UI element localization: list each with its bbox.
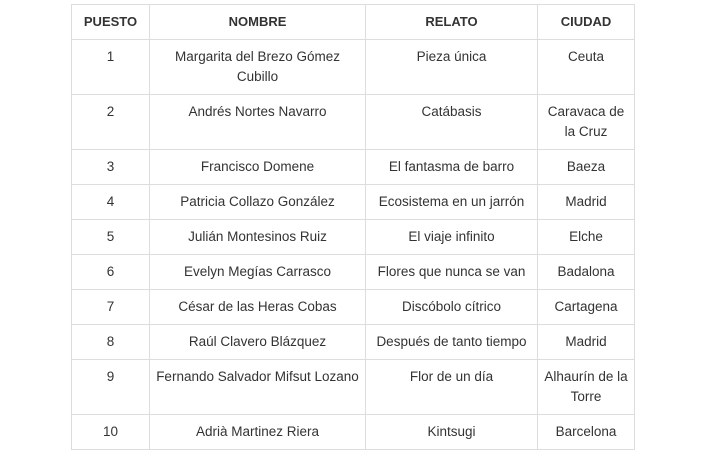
header-relato: RELATO bbox=[366, 5, 538, 40]
table-row bbox=[72, 220, 635, 255]
cell-relato: Ecosistema en un jarrón bbox=[366, 185, 538, 220]
cell-ciudad: Badalona bbox=[538, 255, 635, 290]
cell-ciudad: Baeza bbox=[538, 150, 635, 185]
cell-puesto: 6 bbox=[72, 255, 150, 290]
cell-ciudad: Alhaurín de la Torre bbox=[538, 360, 635, 415]
cell-puesto: 5 bbox=[72, 220, 150, 255]
cell-nombre: Andrés Nortes Navarro bbox=[150, 95, 366, 150]
cell-ciudad: Madrid bbox=[538, 185, 635, 220]
header-puesto: PUESTO bbox=[72, 5, 150, 40]
cell-relato: El viaje infinito bbox=[366, 220, 538, 255]
cell-puesto: 9 bbox=[72, 360, 150, 415]
table-row bbox=[72, 185, 635, 220]
cell-nombre: Adrià Martinez Riera bbox=[150, 415, 366, 450]
cell-relato: Flor de un día bbox=[366, 360, 538, 415]
table-row bbox=[72, 360, 635, 415]
cell-nombre: Fernando Salvador Mifsut Lozano bbox=[150, 360, 366, 415]
cell-relato: Flores que nunca se van bbox=[366, 255, 538, 290]
cell-relato: Después de tanto tiempo bbox=[366, 325, 538, 360]
cell-puesto: 10 bbox=[72, 415, 150, 450]
cell-relato: Discóbolo cítrico bbox=[366, 290, 538, 325]
cell-nombre: Margarita del Brezo Gómez Cubillo bbox=[150, 40, 366, 95]
table-row bbox=[72, 150, 635, 185]
cell-nombre: Francisco Domene bbox=[150, 150, 366, 185]
cell-relato: El fantasma de barro bbox=[366, 150, 538, 185]
cell-puesto: 1 bbox=[72, 40, 150, 95]
cell-ciudad: Madrid bbox=[538, 325, 635, 360]
ranking-table bbox=[71, 4, 635, 450]
table-header-row bbox=[72, 5, 635, 40]
cell-puesto: 7 bbox=[72, 290, 150, 325]
cell-ciudad: Caravaca de la Cruz bbox=[538, 95, 635, 150]
table-row bbox=[72, 415, 635, 450]
table-row bbox=[72, 325, 635, 360]
table-row bbox=[72, 255, 635, 290]
table-row bbox=[72, 40, 635, 95]
header-nombre: NOMBRE bbox=[150, 5, 366, 40]
cell-relato: Catábasis bbox=[366, 95, 538, 150]
cell-puesto: 3 bbox=[72, 150, 150, 185]
cell-ciudad: Elche bbox=[538, 220, 635, 255]
header-ciudad: CIUDAD bbox=[538, 5, 635, 40]
cell-relato: Pieza única bbox=[366, 40, 538, 95]
cell-ciudad: Barcelona bbox=[538, 415, 635, 450]
cell-nombre: Evelyn Megías Carrasco bbox=[150, 255, 366, 290]
cell-ciudad: Ceuta bbox=[538, 40, 635, 95]
cell-nombre: Raúl Clavero Blázquez bbox=[150, 325, 366, 360]
cell-nombre: César de las Heras Cobas bbox=[150, 290, 366, 325]
table-row bbox=[72, 290, 635, 325]
cell-nombre: Julián Montesinos Ruiz bbox=[150, 220, 366, 255]
cell-nombre: Patricia Collazo González bbox=[150, 185, 366, 220]
cell-relato: Kintsugi bbox=[366, 415, 538, 450]
cell-puesto: 2 bbox=[72, 95, 150, 150]
cell-puesto: 8 bbox=[72, 325, 150, 360]
cell-puesto: 4 bbox=[72, 185, 150, 220]
table-row bbox=[72, 95, 635, 150]
cell-ciudad: Cartagena bbox=[538, 290, 635, 325]
